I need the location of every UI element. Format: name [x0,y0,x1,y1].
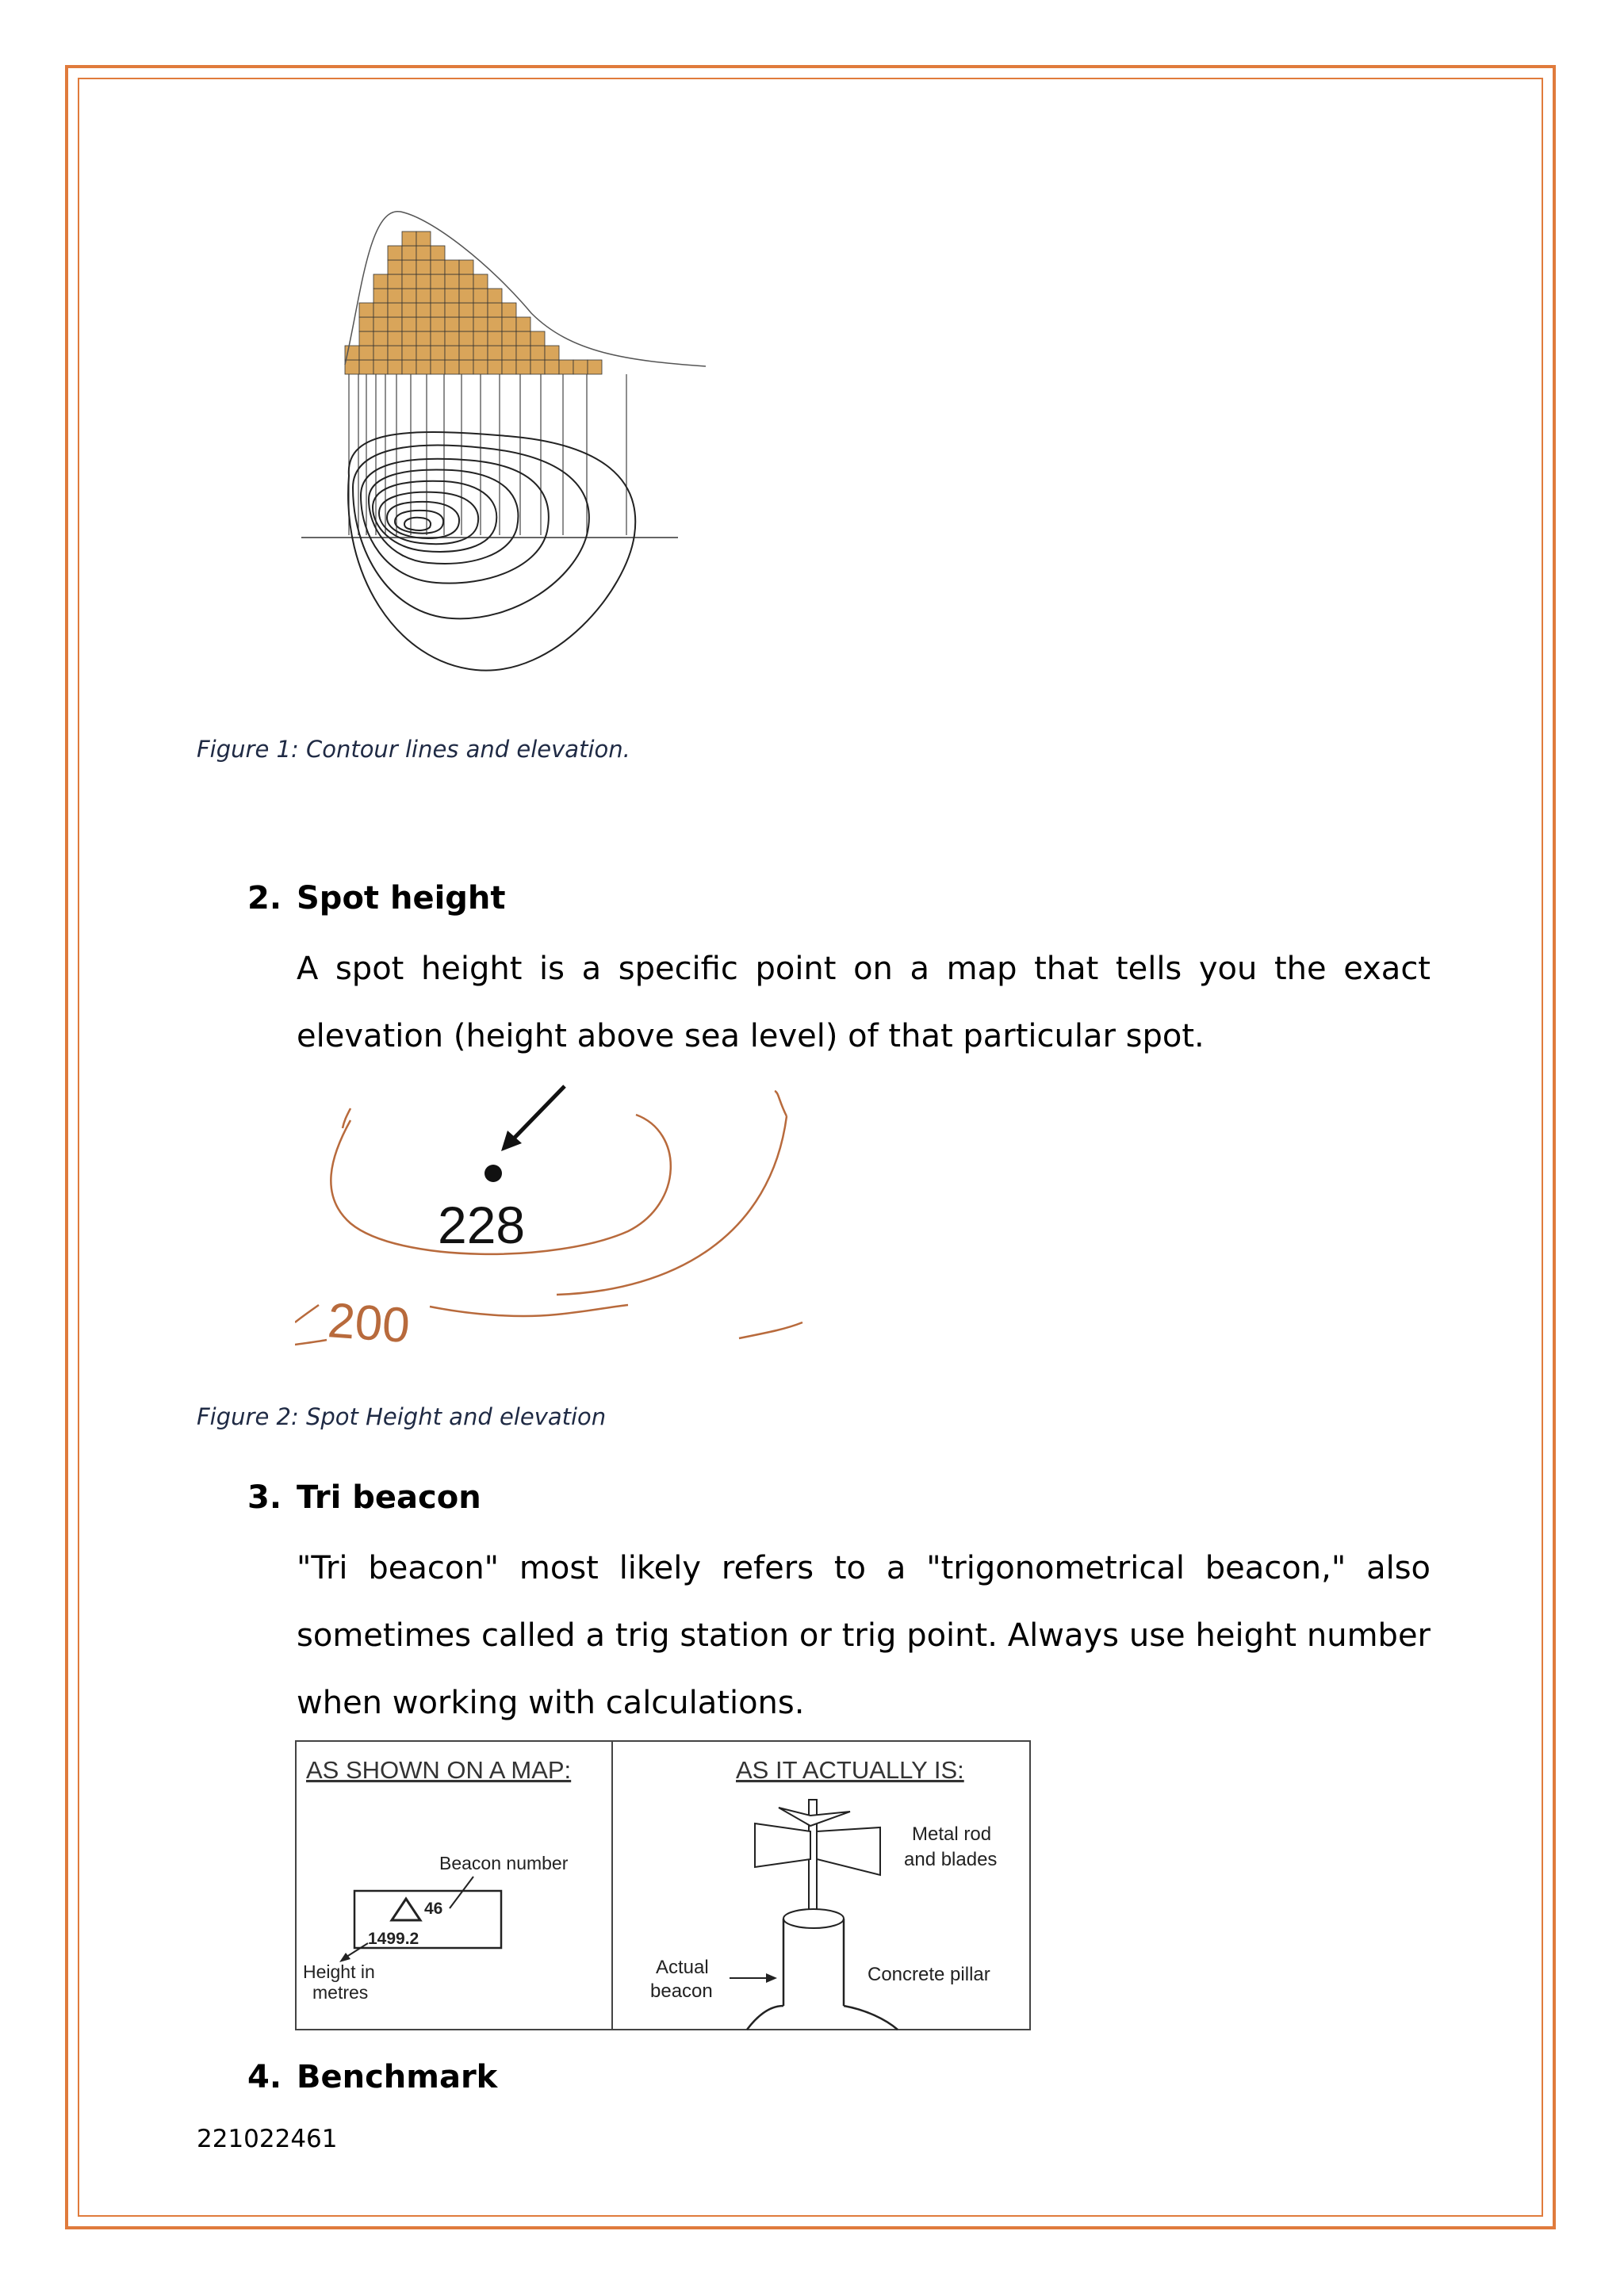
profile-block [416,360,431,374]
height-value: 1499.2 [368,1930,419,1948]
profile-block [488,317,502,331]
profile-block [416,246,431,260]
profile-block [402,260,416,274]
beacon-number-label: Beacon number [439,1853,569,1873]
profile-block [545,346,559,360]
profile-block [459,274,473,289]
profile-block [545,360,559,374]
profile-block [502,360,516,374]
spot-pointer-arrow [511,1086,565,1142]
profile-block [359,331,373,346]
trig-beacon-figure [295,1740,1032,2034]
profile-block [516,331,530,346]
actual-beacon-label-line1: Actual [656,1957,709,1978]
profile-block [373,289,388,303]
profile-block [530,360,545,374]
profile-block [502,317,516,331]
section-3-number: 3. [247,1479,282,1516]
profile-block [530,331,545,346]
profile-block [416,260,431,274]
profile-block [459,303,473,317]
profile-block [373,274,388,289]
profile-block [402,360,416,374]
profile-block [459,360,473,374]
profile-block [402,331,416,346]
profile-block [388,331,402,346]
profile-block [373,346,388,360]
profile-block [373,360,388,374]
profile-block [502,303,516,317]
profile-block [402,346,416,360]
profile-block [502,331,516,346]
profile-block [373,317,388,331]
section-3-title: Tri beacon [297,1479,481,1516]
profile-block [388,274,402,289]
profile-block [402,289,416,303]
profile-block [359,346,373,360]
profile-block [488,303,502,317]
concrete-pillar-label: Concrete pillar [868,1964,990,1985]
profile-block [459,317,473,331]
profile-block [588,360,602,374]
profile-block [488,289,502,303]
blade-left [755,1823,810,1867]
profile-block [445,303,459,317]
profile-block [445,360,459,374]
pillar-top [783,1909,844,1928]
profile-block [573,360,588,374]
figure-1-caption: Figure 1: Contour lines and elevation. [197,736,630,763]
contour-elevation-figure [293,202,722,678]
actual-view-header: AS IT ACTUALLY IS: [736,1756,964,1784]
profile-block [473,360,488,374]
section-4-number: 4. [247,2059,282,2095]
profile-block [445,317,459,331]
profile-block [359,303,373,317]
profile-block [516,360,530,374]
spot-dot [485,1165,502,1182]
profile-block [445,331,459,346]
profile-block [516,346,530,360]
profile-block [416,346,431,360]
profile-block [388,303,402,317]
profile-block [530,346,545,360]
section-2-heading [247,880,506,916]
profile-block [459,346,473,360]
profile-block [373,303,388,317]
profile-block [431,317,445,331]
profile-block [431,274,445,289]
student-id: 221022461 [197,2125,338,2153]
metal-rod-label-line1: Metal rod [912,1823,992,1845]
profile-block [345,360,359,374]
profile-block [359,317,373,331]
profile-block [416,289,431,303]
profile-block [359,360,373,374]
profile-block [473,289,488,303]
drop-lines [349,374,626,535]
profile-block [431,246,445,260]
profile-block [431,346,445,360]
profile-block [431,289,445,303]
profile-block [416,232,431,246]
profile-block [445,346,459,360]
profile-block [402,303,416,317]
profile-block [431,360,445,374]
profile-block [445,260,459,274]
profile-block [488,331,502,346]
profile-block [373,331,388,346]
profile-block [416,317,431,331]
profile-block [431,303,445,317]
map-view-header: AS SHOWN ON A MAP: [306,1756,572,1784]
profile-block [402,232,416,246]
section-2-title: Spot height [297,880,506,916]
profile-block [473,274,488,289]
beacon-number: 46 [424,1900,443,1918]
section-2-number: 2. [247,880,282,916]
profile-block [402,317,416,331]
profile-block [416,274,431,289]
profile-block [388,289,402,303]
profile-block [473,317,488,331]
profile-block [459,260,473,274]
profile-block [473,346,488,360]
profile-block [502,346,516,360]
profile-block [402,246,416,260]
profile-block [388,246,402,260]
profile-block [473,331,488,346]
height-label-line1: Height in [303,1961,375,1982]
section-4-heading [247,2059,497,2095]
profile-block [516,317,530,331]
profile-block [473,303,488,317]
contour-label-200: 200 [326,1293,412,1354]
profile-block [388,360,402,374]
contour-lines [348,432,635,671]
profile-block [402,274,416,289]
profile-block [488,360,502,374]
elevation-profile-blocks [345,232,602,374]
profile-block [388,317,402,331]
spot-height-figure [295,1085,810,1354]
profile-block [488,346,502,360]
profile-block [431,260,445,274]
section-2-paragraph: A spot height is a specific point on a map that tells you the exact elevation (height above sea level) of that particular spot. [297,951,1431,1054]
spot-height-value: 228 [438,1196,526,1254]
profile-block [431,331,445,346]
figure-2-caption: Figure 2: Spot Height and elevation [197,1403,607,1430]
profile-block [416,303,431,317]
profile-block [559,360,573,374]
profile-block [445,274,459,289]
profile-block [459,289,473,303]
profile-block [416,331,431,346]
metal-rod-label-line2: and blades [904,1849,998,1870]
height-label-line2: metres [312,1982,369,2003]
section-3-paragraph: "Tri beacon" most likely refers to a "trigonometrical beacon," also sometimes called a trig station or trig point. Always use height number when working with calculations. [297,1550,1431,1721]
profile-block [388,346,402,360]
profile-block [459,331,473,346]
profile-block [445,289,459,303]
section-4-title: Benchmark [297,2059,498,2095]
section-3-heading [247,1479,481,1516]
profile-block [388,260,402,274]
actual-beacon-label-line2: beacon [650,1980,713,2002]
